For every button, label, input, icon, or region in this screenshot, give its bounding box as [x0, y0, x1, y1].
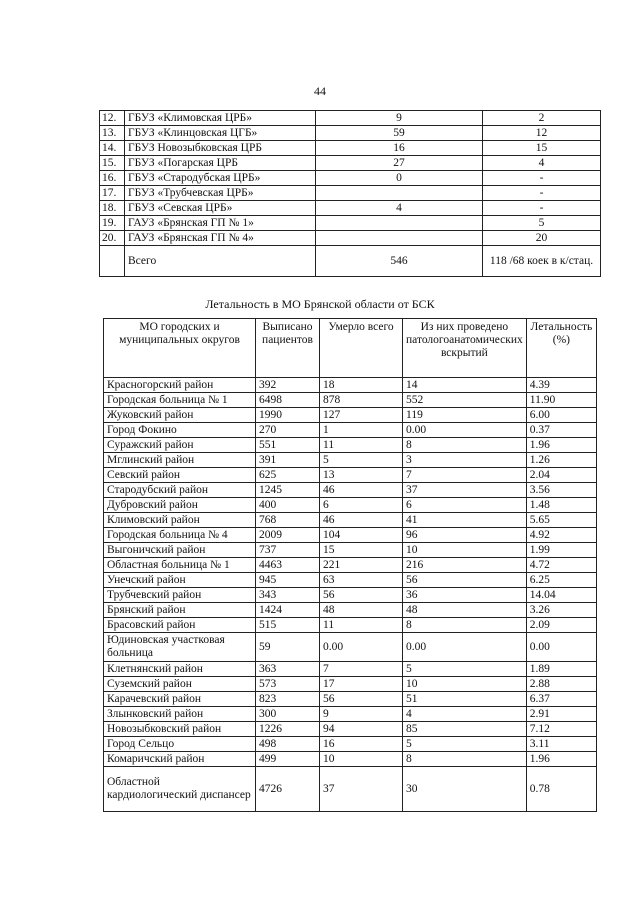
cell-v1: 59 — [316, 126, 483, 141]
cell-name: Жуковский район — [104, 408, 256, 423]
cell-autopsies: 85 — [403, 722, 527, 737]
cell-num: 15. — [100, 156, 125, 171]
cell-name: Севский район — [104, 468, 256, 483]
cell-lethality: 6.37 — [526, 692, 596, 707]
cell-autopsies: 36 — [403, 588, 527, 603]
cell-v1: 0 — [316, 171, 483, 186]
table-row — [104, 543, 597, 558]
cell-name: Мглинский район — [104, 453, 256, 468]
cell-lethality: 1.89 — [526, 662, 596, 677]
cell-name: Клетнянский район — [104, 662, 256, 677]
cell-discharged: 573 — [256, 677, 320, 692]
cell-autopsies: 10 — [403, 543, 527, 558]
cell-name: Город Сельцо — [104, 737, 256, 752]
cell-lethality: 4.72 — [526, 558, 596, 573]
cell-v2: - — [483, 201, 601, 216]
cell-discharged: 400 — [256, 498, 320, 513]
cell-name: Городская больница № 4 — [104, 528, 256, 543]
cell-v2: 2 — [483, 111, 601, 126]
table-row — [104, 692, 597, 707]
lethality-table — [103, 318, 597, 812]
table-row — [104, 573, 597, 588]
cell-died: 13 — [320, 468, 403, 483]
cell-num: 14. — [100, 141, 125, 156]
cell-discharged: 59 — [256, 633, 320, 662]
table-row — [100, 156, 601, 171]
cell-name: Стародубский район — [104, 483, 256, 498]
cell-discharged: 499 — [256, 752, 320, 767]
cell-died: 11 — [320, 618, 403, 633]
cell-discharged: 768 — [256, 513, 320, 528]
cell-autopsies: 8 — [403, 618, 527, 633]
table-row — [104, 603, 597, 618]
cell-died: 1 — [320, 423, 403, 438]
cell-discharged: 300 — [256, 707, 320, 722]
cell-discharged: 270 — [256, 423, 320, 438]
cell-died: 104 — [320, 528, 403, 543]
table-row — [104, 468, 597, 483]
cell-autopsies: 51 — [403, 692, 527, 707]
table-row — [104, 618, 597, 633]
header-discharged: Выписано пациентов — [256, 319, 320, 378]
cell-died: 7 — [320, 662, 403, 677]
table-row — [104, 483, 597, 498]
table-row — [104, 633, 597, 662]
lethality-table-title: Летальность в МО Брянской области от БСК — [205, 297, 435, 311]
cell-discharged: 515 — [256, 618, 320, 633]
cell-autopsies: 3 — [403, 453, 527, 468]
cell-autopsies: 8 — [403, 752, 527, 767]
cell-name: ГБУЗ «Климовская ЦРБ» — [125, 111, 316, 126]
cell-died: 6 — [320, 498, 403, 513]
table-row — [104, 438, 597, 453]
cell-died: 46 — [320, 483, 403, 498]
cell-name: Унечский район — [104, 573, 256, 588]
cell-discharged: 4726 — [256, 767, 320, 812]
cell-lethality: 11.90 — [526, 393, 596, 408]
cell-died: 878 — [320, 393, 403, 408]
cell-discharged: 1990 — [256, 408, 320, 423]
cell-discharged: 363 — [256, 662, 320, 677]
cell-v2: 15 — [483, 141, 601, 156]
cell-name: Суземский район — [104, 677, 256, 692]
table-row — [104, 558, 597, 573]
total-cell-num — [100, 246, 125, 277]
cell-lethality: 2.09 — [526, 618, 596, 633]
cell-lethality: 1.26 — [526, 453, 596, 468]
cell-died: 94 — [320, 722, 403, 737]
cell-died: 56 — [320, 588, 403, 603]
cell-num: 16. — [100, 171, 125, 186]
table-row — [104, 722, 597, 737]
table-row — [104, 677, 597, 692]
cell-autopsies: 30 — [403, 767, 527, 812]
cell-lethality: 1.99 — [526, 543, 596, 558]
cell-name: Комаричский район — [104, 752, 256, 767]
total-cell-v2: 118 /68 коек в к/стац. — [483, 246, 601, 277]
total-cell-name: Всего — [125, 246, 316, 277]
hospital-beds-table — [99, 110, 601, 277]
cell-autopsies: 10 — [403, 677, 527, 692]
cell-autopsies: 0.00 — [403, 633, 527, 662]
cell-name: ГБУЗ «Стародубская ЦРБ» — [125, 171, 316, 186]
cell-num: 17. — [100, 186, 125, 201]
cell-name: Карачевский район — [104, 692, 256, 707]
cell-autopsies: 4 — [403, 707, 527, 722]
header-autopsies: Из них проведено патологоанатомических вскрытий — [403, 319, 527, 378]
cell-discharged: 6498 — [256, 393, 320, 408]
cell-name: ГАУЗ «Брянская ГП № 1» — [125, 216, 316, 231]
table-row — [104, 767, 597, 812]
table-header-row — [104, 319, 597, 378]
table-row — [104, 453, 597, 468]
cell-name: ГБУЗ «Севская ЦРБ» — [125, 201, 316, 216]
cell-discharged: 392 — [256, 378, 320, 393]
cell-num: 20. — [100, 231, 125, 246]
table-row — [100, 171, 601, 186]
cell-lethality: 0.78 — [526, 767, 596, 812]
table-row — [104, 737, 597, 752]
cell-died: 5 — [320, 453, 403, 468]
total-row — [100, 246, 601, 277]
cell-autopsies: 41 — [403, 513, 527, 528]
cell-discharged: 1226 — [256, 722, 320, 737]
cell-v2: - — [483, 186, 601, 201]
table-row — [104, 378, 597, 393]
cell-name: Областной кардиологический диспансер — [104, 767, 256, 812]
cell-name: Брянский район — [104, 603, 256, 618]
cell-name: ГАУЗ «Брянская ГП № 4» — [125, 231, 316, 246]
cell-lethality: 1.48 — [526, 498, 596, 513]
cell-v2: - — [483, 171, 601, 186]
cell-lethality: 0.00 — [526, 633, 596, 662]
cell-discharged: 945 — [256, 573, 320, 588]
cell-name: ГБУЗ «Клинцовская ЦГБ» — [125, 126, 316, 141]
cell-autopsies: 8 — [403, 438, 527, 453]
cell-name: Суражский район — [104, 438, 256, 453]
cell-lethality: 4.39 — [526, 378, 596, 393]
cell-discharged: 551 — [256, 438, 320, 453]
cell-autopsies: 119 — [403, 408, 527, 423]
cell-num: 19. — [100, 216, 125, 231]
cell-lethality: 2.88 — [526, 677, 596, 692]
cell-autopsies: 5 — [403, 662, 527, 677]
table-row — [104, 513, 597, 528]
cell-discharged: 2009 — [256, 528, 320, 543]
cell-name: Областная больница № 1 — [104, 558, 256, 573]
table-row — [100, 126, 601, 141]
cell-v2: 12 — [483, 126, 601, 141]
cell-autopsies: 6 — [403, 498, 527, 513]
cell-discharged: 343 — [256, 588, 320, 603]
cell-discharged: 4463 — [256, 558, 320, 573]
cell-name: Выгоничский район — [104, 543, 256, 558]
table-row — [104, 707, 597, 722]
cell-lethality: 1.96 — [526, 752, 596, 767]
table-row — [100, 231, 601, 246]
table-row — [100, 201, 601, 216]
cell-name: Климовский район — [104, 513, 256, 528]
cell-v1: 16 — [316, 141, 483, 156]
cell-died: 16 — [320, 737, 403, 752]
table-row — [104, 588, 597, 603]
cell-died: 56 — [320, 692, 403, 707]
cell-lethality: 7.12 — [526, 722, 596, 737]
table-row — [104, 393, 597, 408]
cell-lethality: 2.04 — [526, 468, 596, 483]
table-row — [100, 111, 601, 126]
table-row — [104, 752, 597, 767]
cell-discharged: 391 — [256, 453, 320, 468]
cell-died: 15 — [320, 543, 403, 558]
cell-name: Город Фокино — [104, 423, 256, 438]
cell-died: 37 — [320, 767, 403, 812]
cell-lethality: 6.25 — [526, 573, 596, 588]
table-row — [104, 662, 597, 677]
cell-v1: 27 — [316, 156, 483, 171]
table-row — [100, 186, 601, 201]
cell-discharged: 1424 — [256, 603, 320, 618]
cell-autopsies: 0.00 — [403, 423, 527, 438]
cell-discharged: 498 — [256, 737, 320, 752]
cell-v1: 4 — [316, 201, 483, 216]
cell-lethality: 6.00 — [526, 408, 596, 423]
cell-died: 127 — [320, 408, 403, 423]
cell-lethality: 4.92 — [526, 528, 596, 543]
header-died: Умерло всего — [320, 319, 403, 378]
header-mo: МО городских и муниципальных округов — [104, 319, 256, 378]
cell-autopsies: 37 — [403, 483, 527, 498]
cell-name: Красногорский район — [104, 378, 256, 393]
cell-v1: 9 — [316, 111, 483, 126]
cell-num: 12. — [100, 111, 125, 126]
cell-lethality: 1.96 — [526, 438, 596, 453]
cell-lethality: 0.37 — [526, 423, 596, 438]
header-lethality: Летальность (%) — [526, 319, 596, 378]
table-row — [104, 423, 597, 438]
cell-lethality: 3.56 — [526, 483, 596, 498]
cell-v2: 20 — [483, 231, 601, 246]
cell-name: Брасовский район — [104, 618, 256, 633]
cell-v1 — [316, 231, 483, 246]
cell-name: Городская больница № 1 — [104, 393, 256, 408]
cell-v1 — [316, 216, 483, 231]
cell-discharged: 1245 — [256, 483, 320, 498]
cell-autopsies: 48 — [403, 603, 527, 618]
cell-name: Трубчевский район — [104, 588, 256, 603]
cell-died: 11 — [320, 438, 403, 453]
cell-died: 10 — [320, 752, 403, 767]
cell-name: ГБУЗ «Трубчевская ЦРБ» — [125, 186, 316, 201]
cell-autopsies: 5 — [403, 737, 527, 752]
total-cell-v1: 546 — [316, 246, 483, 277]
table-row — [104, 498, 597, 513]
cell-lethality: 2.91 — [526, 707, 596, 722]
cell-v1 — [316, 186, 483, 201]
cell-num: 18. — [100, 201, 125, 216]
cell-died: 48 — [320, 603, 403, 618]
cell-discharged: 737 — [256, 543, 320, 558]
cell-lethality: 14.04 — [526, 588, 596, 603]
page-number: 44 — [314, 84, 326, 98]
cell-discharged: 823 — [256, 692, 320, 707]
cell-autopsies: 56 — [403, 573, 527, 588]
table-row — [104, 528, 597, 543]
table-row — [104, 408, 597, 423]
cell-died: 0.00 — [320, 633, 403, 662]
cell-lethality: 5.65 — [526, 513, 596, 528]
cell-name: Злынковский район — [104, 707, 256, 722]
cell-autopsies: 96 — [403, 528, 527, 543]
cell-num: 13. — [100, 126, 125, 141]
cell-lethality: 3.26 — [526, 603, 596, 618]
cell-autopsies: 216 — [403, 558, 527, 573]
cell-died: 221 — [320, 558, 403, 573]
table-row — [100, 216, 601, 231]
cell-v2: 4 — [483, 156, 601, 171]
cell-name: Юдиновская участковая больница — [104, 633, 256, 662]
cell-died: 18 — [320, 378, 403, 393]
cell-died: 9 — [320, 707, 403, 722]
cell-died: 63 — [320, 573, 403, 588]
cell-discharged: 625 — [256, 468, 320, 483]
table-row — [100, 141, 601, 156]
cell-name: ГБУЗ «Погарская ЦРБ — [125, 156, 316, 171]
cell-name: Новозыбковский район — [104, 722, 256, 737]
cell-v2: 5 — [483, 216, 601, 231]
cell-autopsies: 14 — [403, 378, 527, 393]
cell-autopsies: 7 — [403, 468, 527, 483]
cell-autopsies: 552 — [403, 393, 527, 408]
cell-died: 17 — [320, 677, 403, 692]
cell-name: Дубровский район — [104, 498, 256, 513]
cell-name: ГБУЗ Новозыбковская ЦРБ — [125, 141, 316, 156]
cell-lethality: 3.11 — [526, 737, 596, 752]
cell-died: 46 — [320, 513, 403, 528]
